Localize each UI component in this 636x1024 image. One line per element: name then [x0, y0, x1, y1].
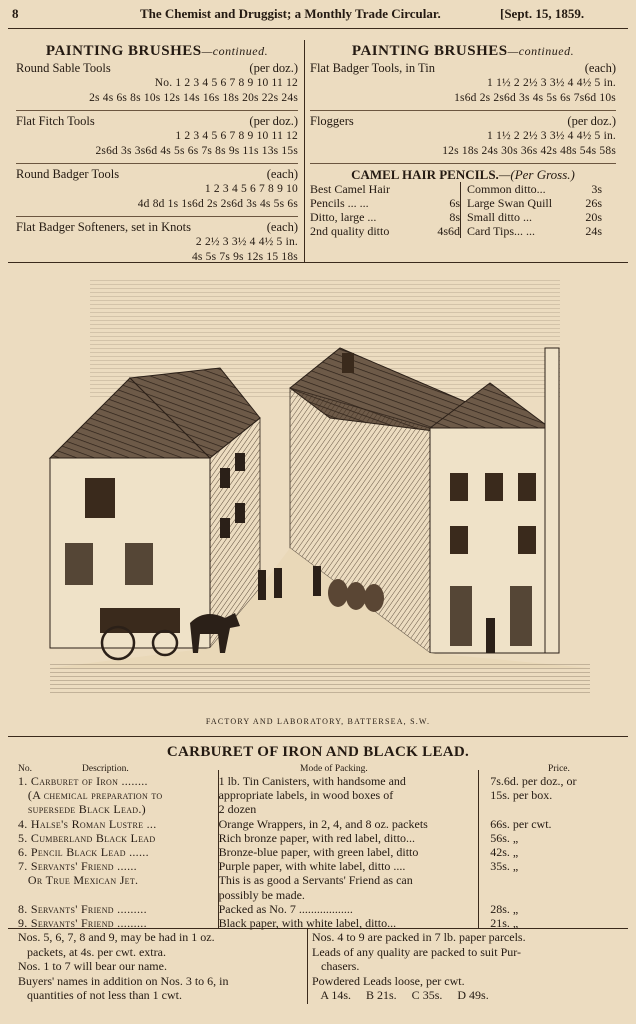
row-description: 9. Servants' Friend ......... [18, 916, 147, 931]
row-description: 4. Halse's Roman Lustre ... [18, 816, 157, 831]
camel-row [467, 196, 602, 210]
camel-row [467, 210, 602, 224]
col-header-no: No. [18, 764, 32, 774]
item-prices: 2s6d 3s 3s6d 4s 5s 6s 7s 8s 9s 11s 13s 15s [95, 145, 298, 157]
item-title-row [310, 61, 616, 76]
camel-row [310, 224, 460, 238]
camel-label: Ditto, large ... [310, 210, 377, 224]
right-heading: PAINTING BRUSHES—continued. [351, 43, 575, 59]
col-header-price: Price. [548, 764, 570, 774]
right-column [310, 44, 616, 238]
row-price: 21s. „ [490, 916, 519, 931]
row-packing: Purple paper, with white label, ditto .... [218, 859, 406, 874]
camel-price: 4s6d [437, 224, 460, 238]
row-packing: possibly be made. [218, 887, 305, 902]
camel-price: 20s [585, 210, 602, 224]
item-prices: 4s 5s 7s 9s 12s 15 18s [191, 251, 298, 263]
camel-label: Small ditto ... [467, 210, 533, 224]
column-divider [304, 40, 305, 262]
camel-price: 6s [449, 196, 460, 210]
footnote-divider [307, 928, 308, 1004]
left-building-illustration [50, 368, 260, 648]
page-number: 8 [12, 6, 19, 21]
camel-label: Pencils ... ... [310, 196, 369, 210]
factory-engraving [30, 268, 610, 708]
header-rule [8, 28, 628, 29]
item-unit: (per doz.) [249, 114, 298, 128]
publication-title: The Chemist and Druggist; a Monthly Trade Circular. [140, 6, 441, 21]
row-description: (A chemical preparation to [18, 788, 163, 803]
carb-divider-2 [478, 770, 479, 928]
price-list-item [16, 110, 298, 159]
item-name: Flat Badger Softeners, set in Knots [16, 220, 191, 234]
ground-hatching [50, 663, 590, 693]
camel-row [467, 182, 602, 196]
item-unit: (per doz.) [249, 61, 298, 75]
item-sizes: 2 2½ 3 3½ 4 4½ 5 in. [195, 236, 298, 248]
item-title-row [16, 220, 298, 235]
row-description: 7. Servants' Friend ...... [18, 859, 137, 874]
price-list-item [16, 61, 298, 106]
footnote-line: Nos. 4 to 9 are packed in 7 lb. paper parcels. [312, 930, 526, 944]
item-prices: 4d 8d 1s 1s6d 2s 2s6d 3s 4s 5s 6s [137, 198, 298, 210]
row-description: supersede Black Lead.) [18, 802, 146, 817]
row-packing: Rich bronze paper, with red label, ditto... [218, 830, 416, 845]
row-price: 28s. „ [490, 901, 519, 916]
row-price: 42s. „ [490, 845, 519, 860]
item-sizes: 1 1½ 2 2½ 3 3½ 4 4½ 5 in. [487, 77, 616, 89]
table-row [18, 902, 618, 916]
row-price: 35s. „ [490, 859, 519, 874]
left-heading: PAINTING BRUSHES—continued. [45, 43, 269, 59]
camel-label: Common ditto... [467, 182, 546, 196]
camel-price: 26s [585, 196, 602, 210]
camel-price: 24s [585, 224, 602, 238]
item-sizes: No. 1 2 3 4 5 6 7 8 9 10 11 12 [154, 77, 298, 89]
item-name: Flat Fitch Tools [16, 114, 95, 128]
issue-date: [Sept. 15, 1859. [500, 6, 585, 21]
item-prices: 2s 4s 6s 8s 10s 12s 14s 16s 18s 20s 22s 24s [89, 92, 298, 104]
item-unit: (each) [266, 220, 298, 234]
item-divider [16, 163, 298, 164]
item-unit: (each) [584, 61, 616, 75]
footnotes-left [18, 930, 303, 1003]
row-packing: Packed as No. 7 .................. [218, 901, 353, 916]
footnote-line: quantities of not less than 1 cwt. [18, 988, 182, 1002]
row-packing: Bronze-blue paper, with green label, ditto [218, 845, 419, 860]
camel-label: Best Camel Hair [310, 182, 390, 196]
row-price: 56s. „ [490, 830, 519, 845]
carb-divider-1 [218, 770, 219, 928]
footnotes-right [312, 930, 622, 1003]
table-row [18, 802, 618, 816]
footnote-line: Leads of any quality are packed to suit Pur- [312, 944, 522, 959]
camel-label: 2nd quality ditto [310, 224, 390, 238]
camel-heading: CAMEL HAIR PENCILS.—(Per Gross.) [351, 167, 575, 182]
row-price [472, 802, 618, 816]
row-description: Or True Mexican Jet. [18, 873, 139, 888]
item-prices: 12s 18s 24s 30s 36s 42s 48s 54s 58s [442, 145, 616, 157]
left-column [16, 44, 298, 265]
row-packing: Orange Wrappers, in 2, 4, and 8 oz. packets [218, 816, 428, 831]
camel-row [310, 196, 460, 210]
carburet-table [18, 774, 618, 930]
camel-label: Large Swan Quill [467, 196, 553, 210]
item-title-row [16, 114, 298, 129]
price-list-item [16, 216, 298, 265]
section-rule [8, 262, 628, 263]
price-list-item [310, 61, 616, 106]
row-price [472, 888, 618, 902]
footnote-line: Nos. 5, 6, 7, 8 and 9, may be had in 1 oz. [18, 930, 215, 944]
item-title-row [16, 167, 298, 182]
footnote-line: Powdered Leads loose, per cwt. [312, 973, 465, 988]
row-description: 5. Cumberland Black Lead [18, 830, 156, 845]
item-title-row [16, 61, 298, 76]
item-divider [16, 216, 298, 217]
row-description [18, 888, 215, 902]
item-name: Round Badger Tools [16, 167, 120, 181]
illustration-caption: FACTORY AND LABORATORY, BATTERSEA, S.W. [205, 717, 431, 726]
row-description: 1. Carburet of Iron ........ [18, 774, 148, 788]
row-packing: This is as good a Servants' Friend as can [218, 873, 413, 888]
table-row [18, 873, 618, 887]
item-name: Round Sable Tools [16, 61, 111, 75]
table-row [18, 774, 618, 788]
footnote-line: packets, at 4s. per cwt. extra. [18, 944, 166, 959]
row-price [472, 873, 618, 887]
footnote-rule [8, 928, 628, 929]
table-row [18, 845, 618, 859]
item-title-row [310, 114, 616, 129]
camel-row [310, 182, 460, 196]
price-list-item [310, 110, 616, 159]
item-unit: (each) [266, 167, 298, 181]
item-sizes: 1 2 3 4 5 6 7 8 9 10 [204, 183, 298, 195]
col-header-packing: Mode of Packing. [300, 764, 368, 774]
item-sizes: 1 1½ 2 2½ 3 3½ 4 4½ 5 in. [487, 130, 616, 142]
footnote-line: chasers. [312, 959, 360, 973]
price-list-item [16, 163, 298, 212]
table-row [18, 788, 618, 802]
item-prices: 1s6d 2s 2s6d 3s 4s 5s 6s 7s6d 10s [454, 92, 616, 104]
camel-hair-table [310, 182, 616, 238]
item-divider [16, 110, 298, 111]
row-price: 7s.6d. per doz., or [490, 774, 577, 788]
row-packing: 1 lb. Tin Canisters, with handsome and [218, 774, 406, 788]
row-price: 15s. per box. [490, 788, 553, 803]
running-header [0, 0, 636, 30]
row-price: 66s. per cwt. [490, 816, 552, 831]
table-row [18, 831, 618, 845]
row-description: 6. Pencil Black Lead ...... [18, 845, 149, 860]
footnote-line: A 14s. B 21s. C 35s. D 49s. [312, 988, 489, 1002]
row-packing: appropriate labels, in wood boxes of [218, 788, 394, 803]
caption-rule [8, 736, 628, 737]
table-row [18, 888, 618, 902]
footnote-line: Buyers' names in addition on Nos. 3 to 6, in [18, 973, 229, 988]
item-name: Flat Badger Tools, in Tin [310, 61, 435, 75]
row-description: 8. Servants' Friend ......... [18, 901, 147, 916]
camel-row [467, 224, 602, 238]
camel-price: 8s [449, 210, 460, 224]
camel-row [310, 210, 460, 224]
row-packing: Black paper, with white label, ditto... [218, 916, 397, 931]
camel-price: 3s [591, 182, 602, 196]
item-divider [310, 110, 616, 111]
item-sizes: 1 2 3 4 5 6 7 8 9 10 11 12 [175, 130, 298, 142]
item-name: Floggers [310, 114, 354, 128]
footnote-line: Nos. 1 to 7 will bear our name. [18, 959, 167, 973]
row-packing: 2 dozen [218, 802, 257, 817]
carburet-title: CARBURET OF IRON AND BLACK LEAD. [166, 744, 470, 760]
table-row [18, 817, 618, 831]
item-unit: (per doz.) [567, 114, 616, 128]
camel-label: Card Tips... ... [467, 224, 536, 238]
table-row [18, 859, 618, 873]
col-header-description: Description. [82, 764, 129, 774]
